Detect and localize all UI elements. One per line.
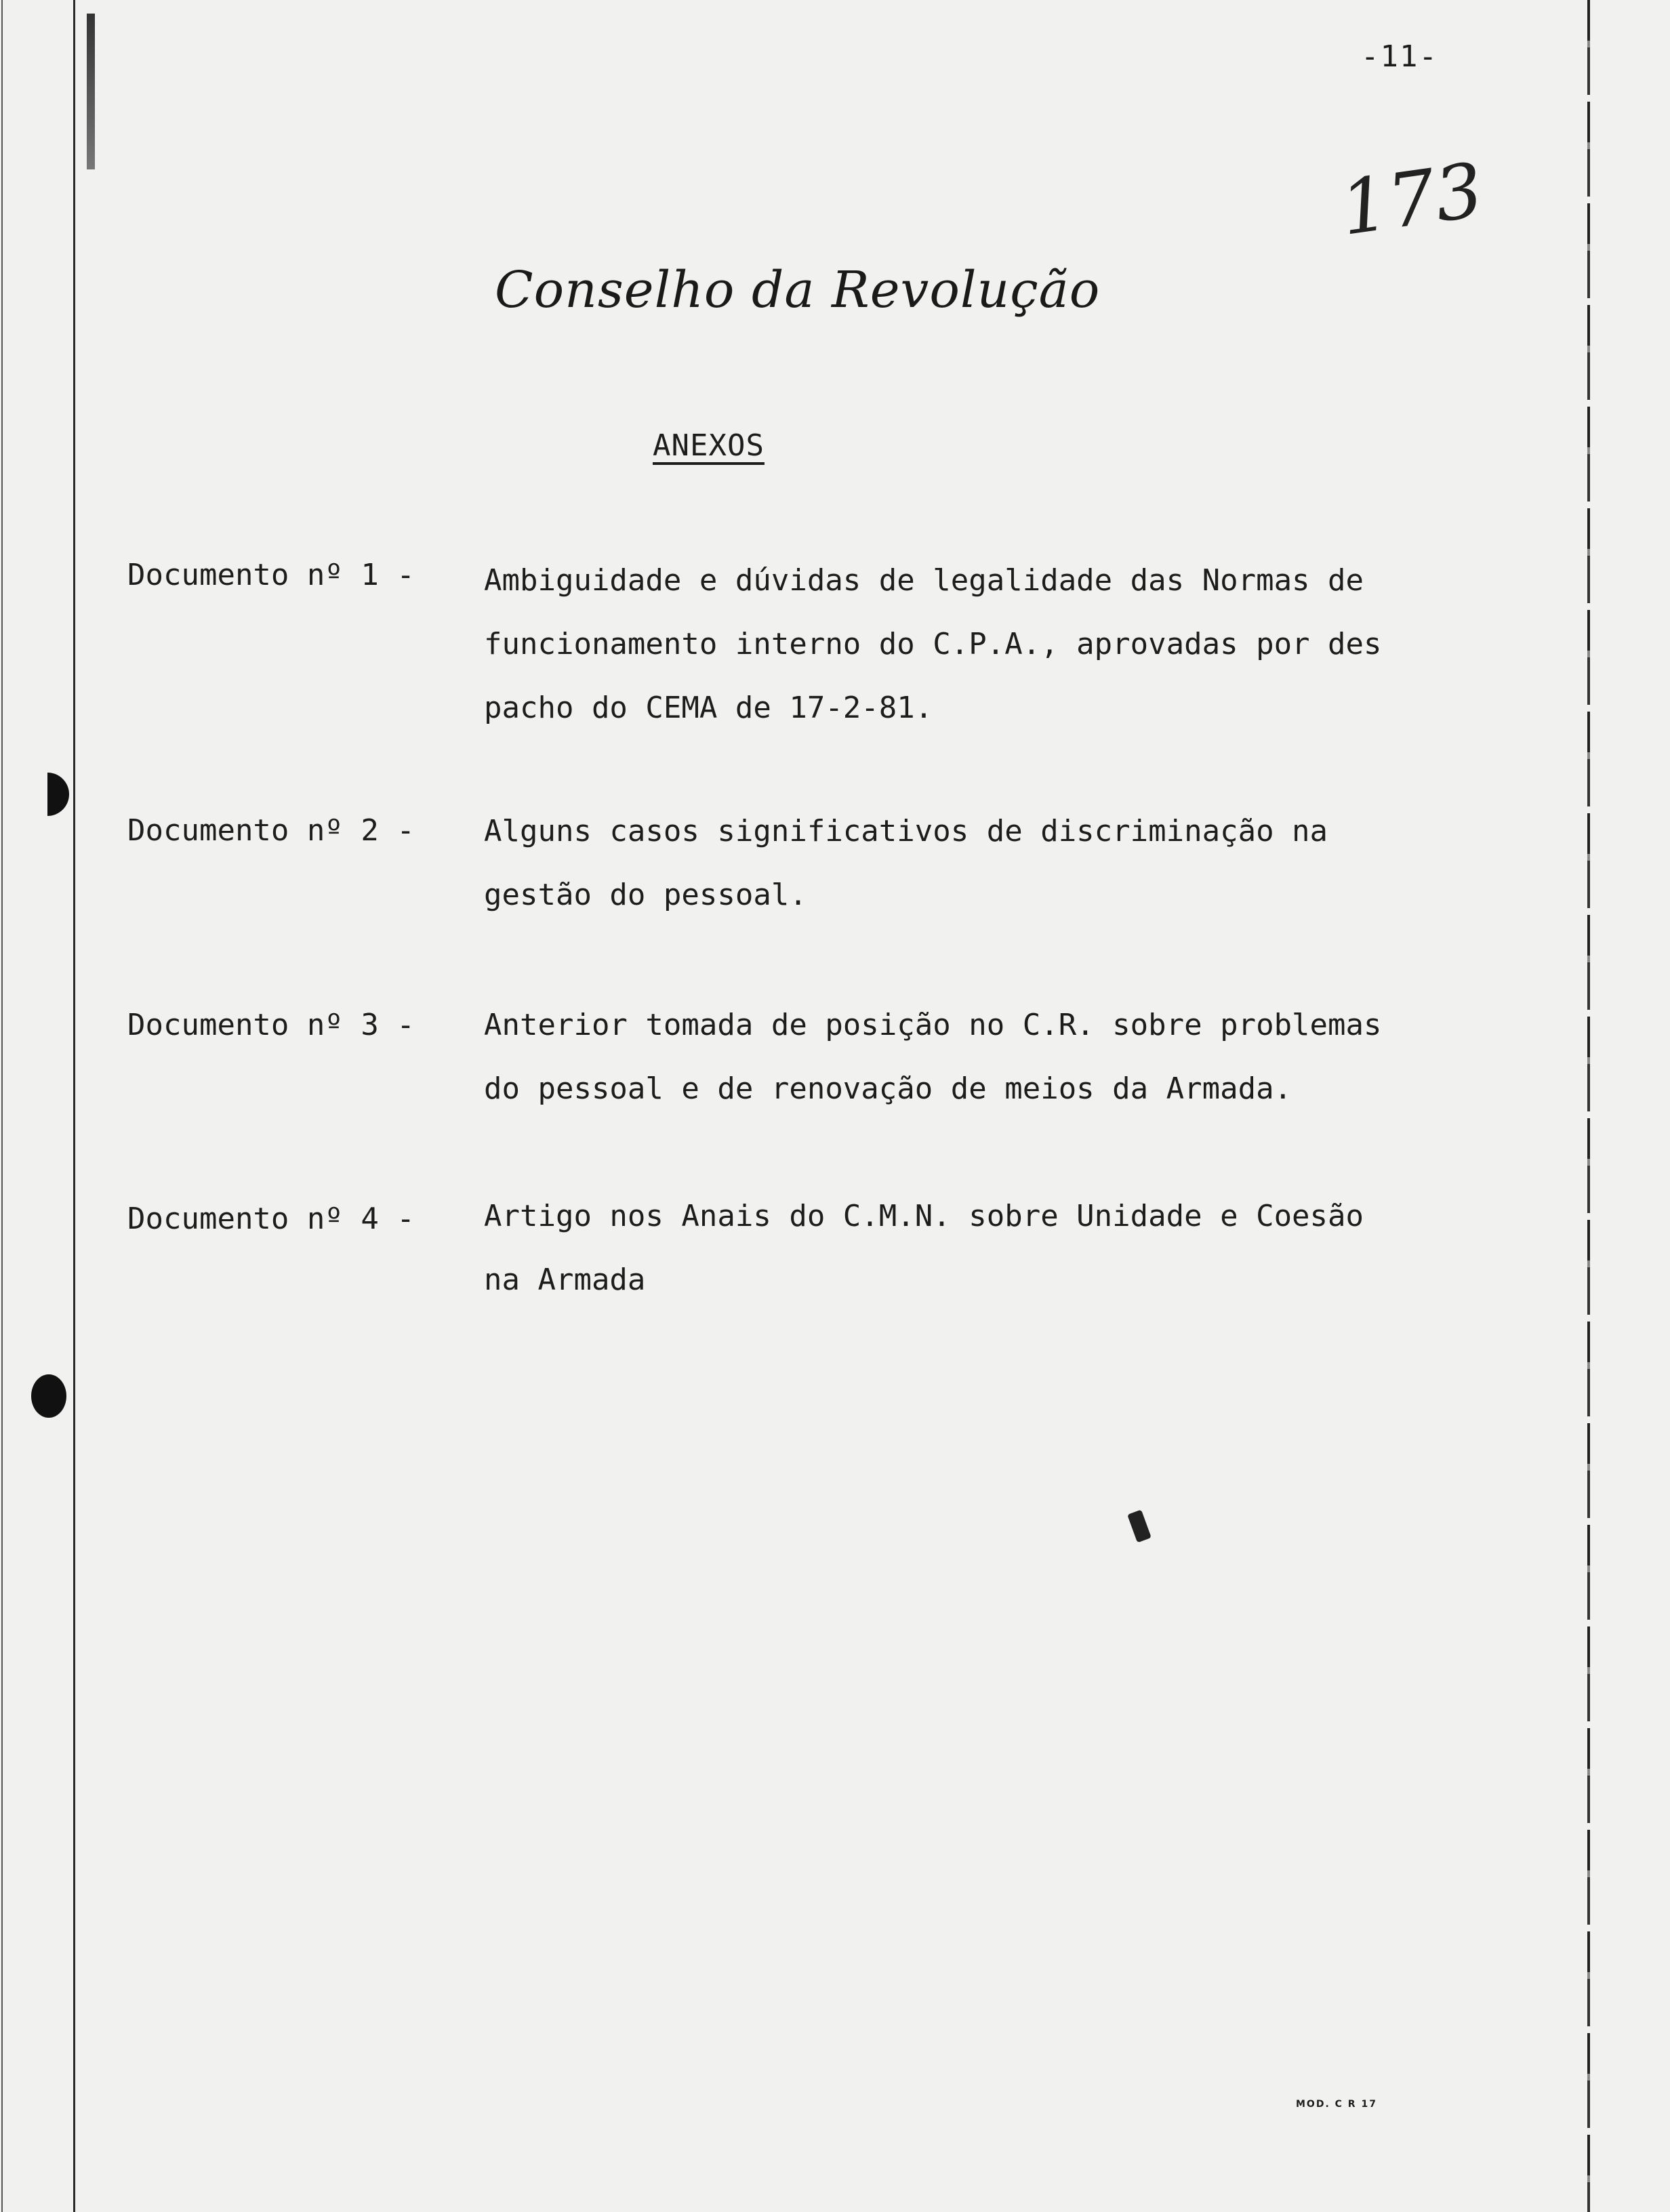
- staple-mark: [87, 14, 95, 169]
- form-code: MOD. C R 17: [1296, 2099, 1377, 2110]
- document-description: [484, 994, 1433, 1121]
- punch-hole-mark: [31, 1374, 66, 1418]
- handwritten-initials: 173: [1335, 146, 1488, 252]
- ink-blot: [1127, 1510, 1152, 1543]
- description-line: do pessoal e de renovação de meios da Armada.: [484, 1071, 1292, 1106]
- description-line: pacho do CEMA de 17-2-81.: [484, 691, 933, 725]
- document-label: Documento nº 1 -: [127, 558, 415, 592]
- scan-edge-right: [1587, 0, 1590, 2212]
- document-label: Documento nº 3 -: [127, 1008, 415, 1042]
- description-line: gestão do pessoal.: [484, 878, 807, 912]
- punch-hole-mark: [47, 773, 69, 816]
- page-title: ANEXOS: [653, 428, 765, 463]
- page-margin-line: [73, 0, 75, 2212]
- document-label: Documento nº 2 -: [127, 813, 415, 848]
- description-line: Anterior tomada de posição no C.R. sobre problemas: [484, 1008, 1382, 1042]
- letterhead: Conselho da Revolução: [495, 261, 1101, 319]
- document-description: [484, 549, 1433, 740]
- description-line: Artigo nos Anais do C.M.N. sobre Unidade e Coesão: [484, 1199, 1364, 1233]
- description-line: na Armada: [484, 1263, 646, 1297]
- page-number: -11-: [1361, 39, 1438, 74]
- description-line: Ambiguidade e dúvidas de legalidade das Normas de: [484, 563, 1364, 598]
- description-line: funcionamento interno do C.P.A., aprovadas por des: [484, 627, 1382, 661]
- document-label: Documento nº 4 -: [127, 1202, 415, 1236]
- scan-edge-left: [1, 0, 3, 2212]
- document-description: [484, 1185, 1433, 1312]
- document-description: [484, 800, 1433, 927]
- description-line: Alguns casos significativos de discriminação na: [484, 814, 1328, 848]
